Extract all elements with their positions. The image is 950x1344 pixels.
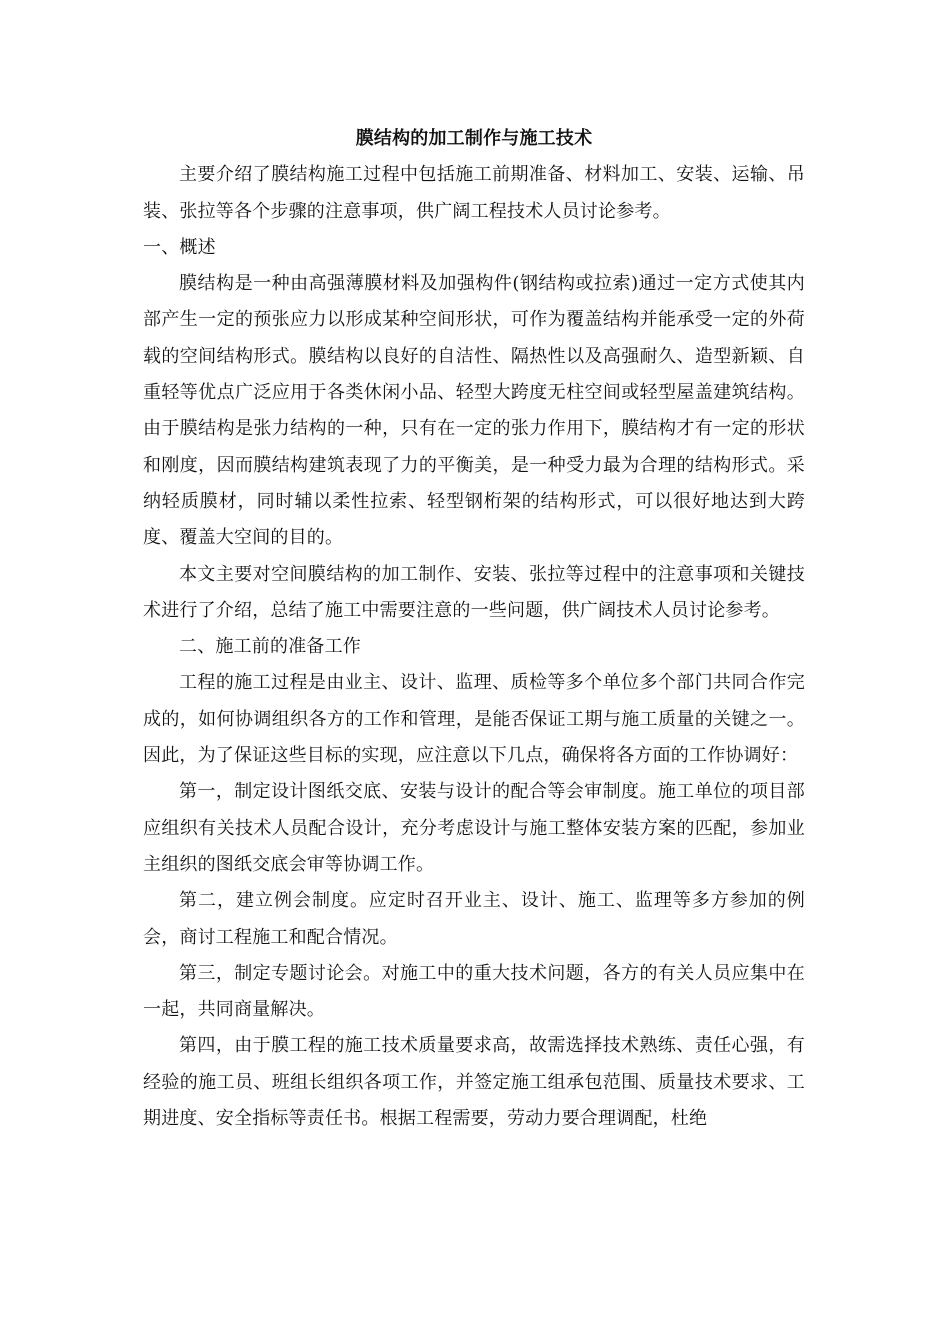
section-heading-overview: 一、概述	[143, 236, 216, 258]
preparation-intro-paragraph: 工程的施工过程是由业主、设计、监理、质检等多个单位多个部门共同合作完成的，如何协调组织各方的工作和管理，是能否保证工期与施工质量的关键之一。因此，为了保证这些目标的实现，应注意以下几点，确保将各方面的工作协调好：	[143, 672, 805, 767]
section-heading-preparation: 二、施工前的准备工作	[179, 636, 361, 658]
overview-summary-paragraph: 本文主要对空间膜结构的加工制作、安装、张拉等过程中的注意事项和关键技术进行了介绍，总结了施工中需要注意的一些问题，供广阔技术人员讨论参考。	[143, 563, 805, 621]
preparation-item-third: 第三，制定专题讨论会。对施工中的重大技术问题，各方的有关人员应集中在一起，共同商量解决。	[143, 962, 805, 1021]
overview-paragraph: 膜结构是一种由高强薄膜材料及加强构件(钢结构或拉索)通过一定方式使其内部产生一定的预张应力以形成某种空间形状，可作为覆盖结构并能承受一定的外荷载的空间结构形式。膜结构以良好的自洁性、隔热性以及高强耐久、造型新颖、自重轻等优点广泛应用于各类休闲小品、轻型大跨度无柱空间或轻型屋盖建筑结构。由于膜结构是张力结构的一种，只有在一定的张力作用下，膜结构才有一定的形状和刚度，因而膜结构建筑表现了力的平衡美，是一种受力最为合理的结构形式。采纳轻质膜材，同时辅以柔性拉索、轻型钢桁架的结构形式，可以很好地达到大跨度、覆盖大空间的目的。	[143, 273, 805, 549]
preparation-item-fourth: 第四，由于膜工程的施工技术质量要求高，故需选择技术熟练、责任心强，有经验的施工员、班组长组织各项工作，并签定施工组承包范围、质量技术要求、工期进度、安全指标等责任书。根据工程需要，劳动力要合理调配，杜绝	[143, 1035, 805, 1130]
abstract-paragraph: 主要介绍了膜结构施工过程中包括施工前期准备、材料加工、安装、运输、吊装、张拉等各个步骤的注意事项，供广阔工程技术人员讨论参考。	[143, 164, 805, 222]
document-title: 膜结构的加工制作与施工技术	[355, 128, 593, 149]
document-body	[143, 121, 805, 1137]
preparation-item-first: 第一，制定设计图纸交底、安装与设计的配合等会审制度。施工单位的项目部应组织有关技术人员配合设计，充分考虑设计与施工整体安装方案的匹配，参加业主组织的图纸交底会审等协调工作。	[143, 781, 805, 875]
preparation-item-second: 第二，建立例会制度。应定时召开业主、设计、施工、监理等多方参加的例会，商讨工程施工和配合情况。	[143, 890, 805, 948]
